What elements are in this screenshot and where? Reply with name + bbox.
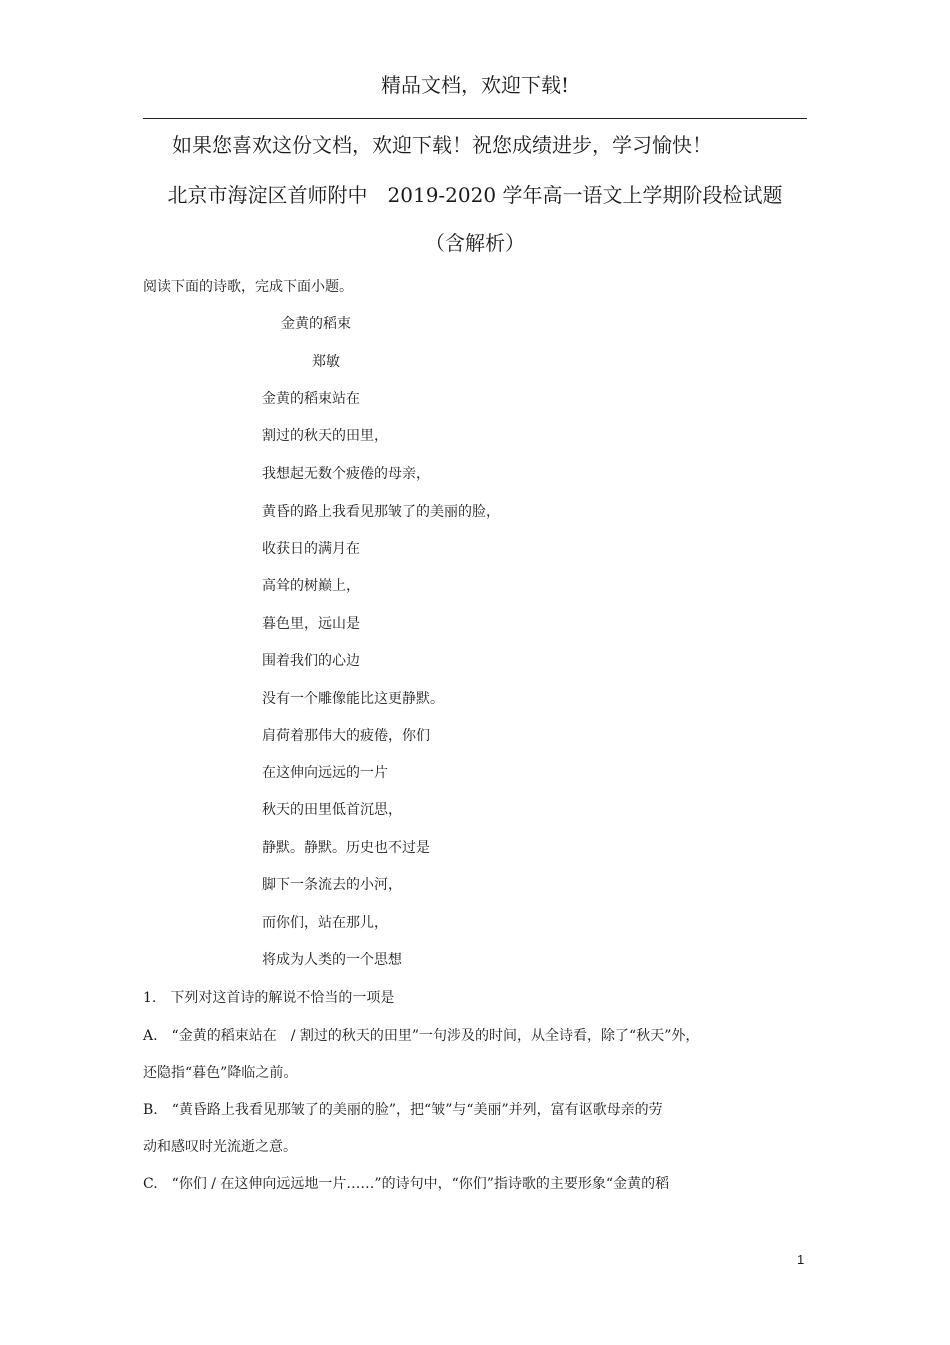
option-c: C. “你们 / 在这伸向远远地一片……”的诗句中，“你们”指诗歌的主要形象“金黄的稻 [143,1176,670,1192]
option-b: B. “黄昏路上我看见那皱了的美丽的脸”，把“皱”与“美丽”并列，富有讴歌母亲的劳 [143,1102,663,1118]
poem-line: 高耸的树巅上， [262,578,360,594]
poem-title: 金黄的稻束 [281,316,351,332]
poem-line: 而你们，站在那儿， [262,915,388,931]
promo-text: 如果您喜欢这份文档，欢迎下载！祝您成绩进步，学习愉快！ [172,133,712,157]
poem-line: 秋天的田里低首沉思， [262,802,402,818]
poem-line: 肩荷着那伟大的疲倦，你们 [262,728,430,744]
document-title: 北京市海淀区首师附中 2019-2020 学年高一语文上学期阶段检试题 [167,183,783,207]
reading-instruction: 阅读下面的诗歌，完成下面小题。 [143,279,353,295]
page-header: 精品文档，欢迎下载! [380,73,570,97]
poem-line: 暮色里，远山是 [262,616,360,632]
poem-line: 在这伸向远远的一片 [262,765,388,781]
poem-line: 割过的秋天的田里， [262,428,388,444]
poem-line: 收获日的满月在 [262,541,360,557]
poem-line: 脚下一条流去的小河， [262,877,402,893]
poem-author: 郑敏 [312,354,340,370]
page-number: 1 [797,1252,805,1267]
option-a: A. “金黄的稻束站在 / 割过的秋天的田里”一句涉及的时间，从全诗看，除了“秋天”外， [143,1028,700,1044]
poem-line: 围着我们的心边 [262,653,360,669]
option-b-continued: 动和感叹时光流逝之意。 [143,1139,297,1155]
poem-line: 没有一个雕像能比这更静默。 [262,691,444,707]
document-title-suffix: （含解析） [425,231,525,255]
poem-line: 金黄的稻束站在 [262,391,360,407]
option-a-continued: 还隐指“暮色”降临之前。 [143,1065,298,1081]
poem-line: 将成为人类的一个思想 [262,952,402,968]
poem-line: 静默。静默。历史也不过是 [262,840,430,856]
poem-line: 黄昏的路上我看见那皱了的美丽的脸， [262,504,500,520]
question-stem: 1. 下列对这首诗的解说不恰当的一项是 [143,990,395,1006]
header-divider [143,118,807,119]
poem-line: 我想起无数个疲倦的母亲， [262,466,430,482]
